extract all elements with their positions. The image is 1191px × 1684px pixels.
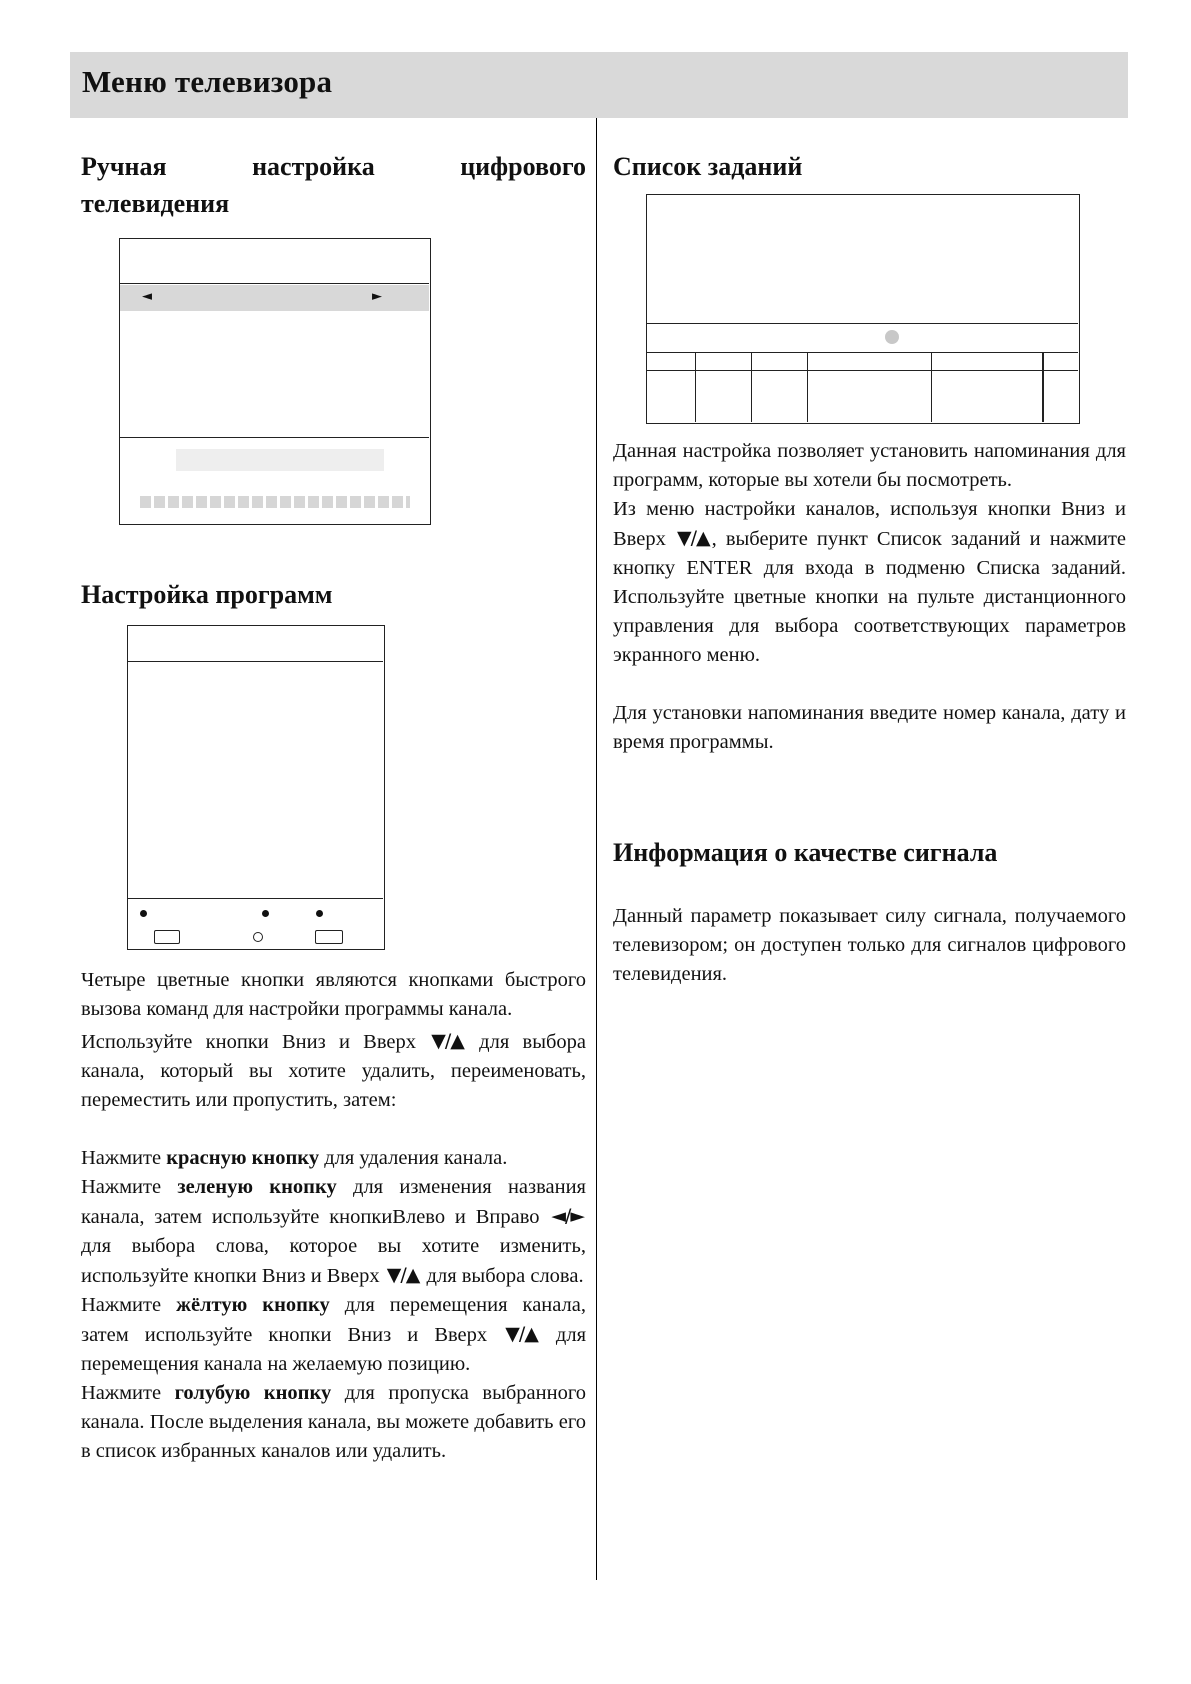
down-up-arrows-icon: ▼/▲	[386, 1264, 420, 1286]
table-column-line	[1042, 352, 1044, 422]
program-setup-heading: Настройка программ	[81, 580, 333, 609]
manual-digital-menu-diagram	[119, 238, 431, 525]
yellow-button-dot	[316, 910, 323, 917]
left-right-arrows-icon: ◄/►	[551, 1205, 584, 1227]
text: Нажмите	[81, 1147, 167, 1169]
text: Нажмите	[81, 1294, 177, 1316]
table-column-line	[695, 352, 696, 422]
right-column-text-tasks	[613, 437, 1126, 757]
circle-icon	[253, 932, 263, 942]
diagram-divider	[128, 661, 383, 662]
paragraph	[613, 495, 1126, 670]
text-bold: зеленую кнопку	[177, 1176, 337, 1198]
arrow-right-icon: ►	[372, 289, 382, 304]
paragraph-red	[81, 1144, 586, 1173]
text-bold: голубую кнопку	[174, 1382, 332, 1404]
text: для изменения названия канала, затем используйте кнопкиВлево и Вправо	[81, 1176, 586, 1228]
paragraph-blue	[81, 1379, 586, 1466]
text: , выберите пункт Список заданий и нажмите кнопку ENTER для входа в подменю Списка заданий. Используйте цветные кнопки на пульте дистанционного управления для выбора соответствующих параметров экранного меню.	[613, 528, 1126, 666]
signal-bar	[176, 449, 384, 471]
text: Используйте кнопки Вниз и Вверх	[81, 1031, 417, 1053]
table-column-line	[931, 352, 932, 422]
status-dot	[885, 330, 899, 344]
manual-digital-heading	[81, 148, 586, 222]
signal-quality-heading: Информация о качестве сигнала	[613, 838, 998, 867]
paragraph: Четыре цветные кнопки являются кнопками быстрого вызова команд для настройки программы канала.	[81, 969, 586, 1020]
left-column-text	[81, 966, 586, 1466]
task-list-menu-diagram	[646, 194, 1080, 424]
text: Нажмите	[81, 1176, 178, 1198]
program-setup-menu-diagram	[127, 625, 385, 950]
table-column-line	[807, 352, 808, 422]
text: для пропуска выбранного канала. После выделения канала, вы можете добавить его в список избранных каналов или удалить.	[81, 1382, 586, 1462]
green-button-dot	[262, 910, 269, 917]
text: для выбора слова, которое вы хотите изменить, используйте кнопки Вниз и Вверх	[81, 1235, 586, 1287]
selection-bar	[120, 285, 429, 311]
key-icon	[154, 930, 180, 944]
diagram-divider	[120, 283, 429, 284]
heading-line-2: телевидения	[81, 189, 230, 218]
heading-word-2: настройка	[252, 152, 375, 181]
paragraph: Данный параметр показывает силу сигнала, получаемого телевизором; он доступен только для сигналов цифрового телевидения.	[613, 905, 1126, 985]
text-bold: жёлтую кнопку	[176, 1294, 330, 1316]
text: для выбора канала, который вы хотите удалить, переименовать, переместить или пропустить, затем:	[81, 1031, 587, 1111]
text: Нажмите	[81, 1382, 175, 1404]
table-column-line	[751, 352, 752, 422]
paragraph: Для установки напоминания введите номер канала, дату и время программы.	[613, 702, 1126, 753]
diagram-divider-bottom	[120, 437, 429, 438]
text: для удаления канала.	[319, 1147, 508, 1169]
red-button-dot	[140, 910, 147, 917]
progress-dots	[140, 496, 410, 508]
column-divider	[596, 118, 597, 1580]
key-icon	[315, 930, 343, 944]
table-row-line	[647, 370, 1078, 371]
down-up-arrows-icon: ▼/▲	[431, 1030, 464, 1052]
text: для выбора слова.	[421, 1265, 584, 1287]
paragraph-green	[81, 1173, 586, 1291]
diagram-divider-bottom	[128, 898, 383, 899]
paragraph	[81, 1027, 586, 1115]
page-title: Меню телевизора	[82, 64, 333, 99]
down-up-arrows-icon: ▼/▲	[676, 527, 710, 549]
down-up-arrows-icon: ▼/▲	[505, 1323, 538, 1345]
right-column-text-signal	[613, 902, 1126, 989]
heading-word-1: Ручная	[81, 152, 167, 181]
text-bold: красную кнопку	[166, 1147, 320, 1169]
heading-word-3: цифрового	[460, 152, 586, 181]
paragraph-yellow	[81, 1291, 586, 1379]
paragraph: Данная настройка позволяет установить напоминания для программ, которые вы хотели бы посмотреть.	[613, 440, 1126, 491]
diagram-divider	[647, 323, 1078, 324]
text: для перемещения канала, затем используйте кнопки Вниз и Вверх	[81, 1294, 586, 1346]
table-header-line	[647, 352, 1078, 353]
text: для перемещения канала на желаемую позицию.	[81, 1324, 586, 1375]
task-list-heading: Список заданий	[613, 152, 803, 181]
arrow-left-icon: ◄	[142, 289, 152, 304]
text: Из меню настройки каналов, используя кнопки Вниз и Вверх	[613, 498, 1126, 550]
